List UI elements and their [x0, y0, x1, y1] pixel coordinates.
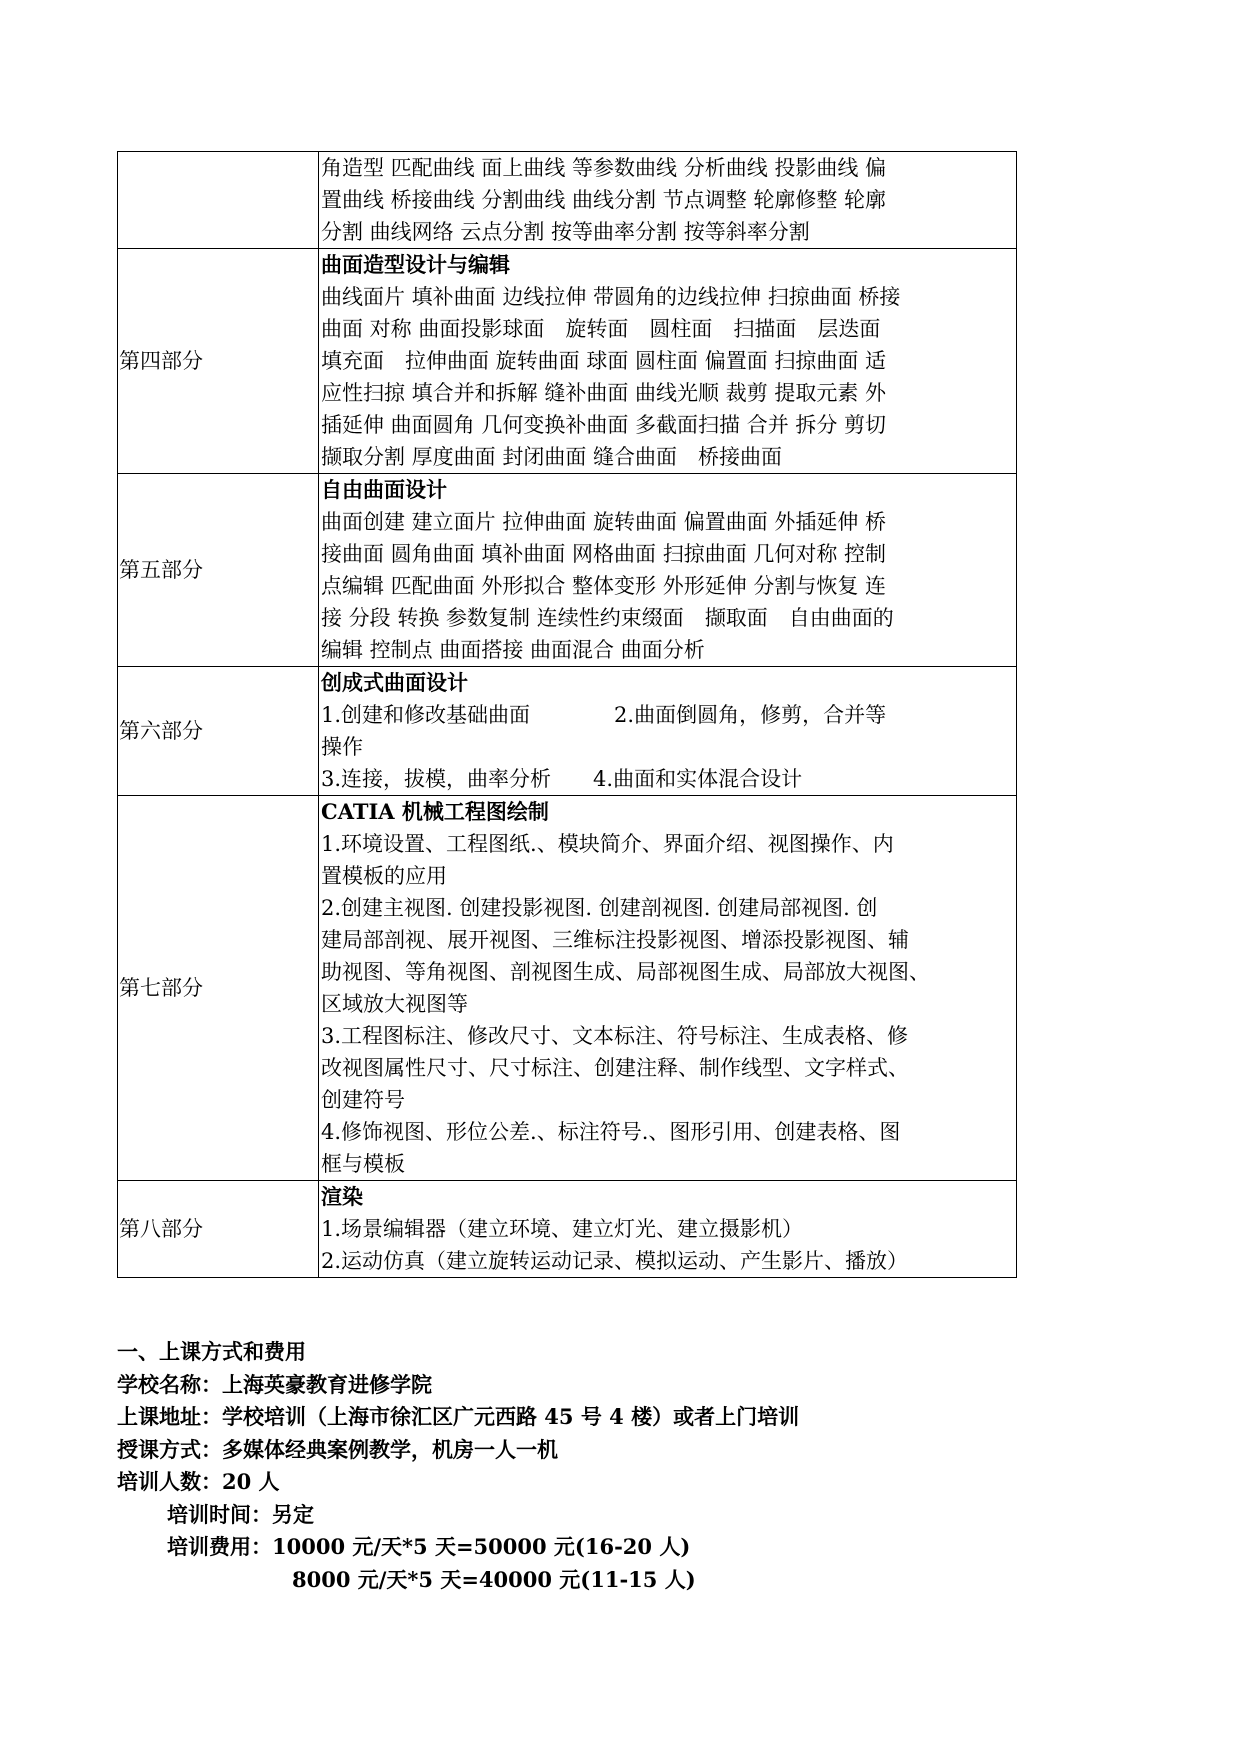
table-row [118, 1181, 1017, 1278]
content-line: 助视图、等角视图、剖视图生成、局部视图生成、局部放大视图、 [321, 960, 930, 984]
content-line: 应性扫掠 填合并和拆解 缝补曲面 曲线光顺 裁剪 提取元素 外 [321, 381, 887, 405]
content-line: 1.创建和修改基础曲面 2.曲面倒圆角，修剪，合并等 [321, 703, 887, 727]
content-line: 改视图属性尺寸、尺寸标注、创建注释、制作线型、文字样式、 [321, 1056, 909, 1080]
content-line: 1.环境设置、工程图纸.、模块简介、界面介绍、视图操作、内 [321, 832, 894, 856]
content-line: 框与模板 [321, 1152, 405, 1176]
part-content-inner [319, 667, 1017, 795]
table-row [118, 474, 1017, 667]
course-info-section [117, 1336, 799, 1596]
content-line: 4.修饰视图、形位公差.、标注符号.、图形引用、创建表格、图 [321, 1120, 901, 1144]
part-label: 第四部分 [118, 249, 319, 474]
part-heading: 曲面造型设计与编辑 [321, 252, 510, 277]
part-heading: 自由曲面设计 [321, 477, 447, 502]
part-heading: 创成式曲面设计 [321, 670, 468, 695]
part-content-inner [319, 152, 1017, 248]
content-line: 填充面 拉伸曲面 旋转曲面 球面 圆柱面 偏置面 扫掠曲面 适 [321, 349, 887, 373]
content-line: 3.工程图标注、修改尺寸、文本标注、符号标注、生成表格、修 [321, 1024, 909, 1048]
content-line: 3.连接，拔模，曲率分析 4.曲面和实体混合设计 [321, 767, 803, 791]
content-line: 置曲线 桥接曲线 分割曲线 曲线分割 节点调整 轮廓修整 轮廓 [321, 188, 887, 212]
content-line: 创建符号 [321, 1088, 405, 1112]
training-fee-line-1: 培训费用：10000 元/天*5 天=50000 元(16-20 人) [167, 1534, 691, 1559]
content-line: 置模板的应用 [321, 864, 447, 888]
table-row [118, 249, 1017, 474]
section-title: 一、上课方式和费用 [117, 1339, 306, 1364]
table-row [118, 796, 1017, 1181]
part-content [319, 152, 1017, 249]
table-row [118, 152, 1017, 249]
content-line: 曲线面片 填补曲面 边线拉伸 带圆角的边线拉伸 扫掠曲面 桥接 [321, 285, 901, 309]
content-line: 曲面创建 建立面片 拉伸曲面 旋转曲面 偏置曲面 外插延伸 桥 [321, 510, 887, 534]
part-content [319, 667, 1017, 796]
content-line: 接 分段 转换 参数复制 连续性约束缀面 撷取面 自由曲面的 [321, 606, 894, 630]
content-line: 操作 [321, 735, 363, 759]
part-content [319, 796, 1017, 1181]
content-line: 接曲面 圆角曲面 填补曲面 网格曲面 扫掠曲面 几何对称 控制 [321, 542, 887, 566]
part-content-inner [319, 796, 1017, 1180]
part-label: 第七部分 [118, 796, 319, 1181]
part-label: 第五部分 [118, 474, 319, 667]
training-fee-line-2: 8000 元/天*5 天=40000 元(11-15 人) [292, 1566, 696, 1592]
table-row [118, 667, 1017, 796]
content-line: 点编辑 匹配曲面 外形拟合 整体变形 外形延伸 分割与恢复 连 [321, 574, 887, 598]
part-content [319, 474, 1017, 667]
part-content-inner [319, 249, 1017, 473]
part-heading: CATIA 机械工程图绘制 [321, 799, 549, 824]
content-line: 插延伸 曲面圆角 几何变换补曲面 多截面扫描 合并 拆分 剪切 [321, 413, 887, 437]
content-line: 分割 曲线网络 云点分割 按等曲率分割 按等斜率分割 [321, 220, 810, 244]
part-content-inner [319, 474, 1017, 666]
part-content-inner [319, 1181, 1017, 1277]
teaching-method: 授课方式：多媒体经典案例教学，机房一人一机 [117, 1436, 558, 1462]
content-line: 撷取分割 厚度曲面 封闭曲面 缝合曲面 桥接曲面 [321, 445, 783, 469]
training-time: 培训时间：另定 [167, 1501, 314, 1527]
content-line: 角造型 匹配曲线 面上曲线 等参数曲线 分析曲线 投影曲线 偏 [321, 156, 887, 180]
content-line: 建局部剖视、展开视图、三维标注投影视图、增添投影视图、辅 [321, 928, 909, 952]
syllabus-table-body [118, 152, 1017, 1278]
content-line: 曲面 对称 曲面投影球面 旋转面 圆柱面 扫描面 层迭面 [321, 317, 881, 341]
syllabus-table [117, 151, 1017, 1278]
trainee-count: 培训人数：20 人 [117, 1469, 280, 1494]
school-name: 学校名称：上海英豪教育进修学院 [117, 1371, 432, 1397]
part-label: 第六部分 [118, 667, 319, 796]
content-line: 1.场景编辑器（建立环境、建立灯光、建立摄影机） [321, 1217, 804, 1241]
content-line: 编辑 控制点 曲面搭接 曲面混合 曲面分析 [321, 638, 705, 662]
content-line: 2.运动仿真（建立旋转运动记录、模拟运动、产生影片、播放） [321, 1249, 909, 1273]
content-line: 2.创建主视图. 创建投影视图. 创建剖视图. 创建局部视图. 创 [321, 896, 878, 920]
content-line: 区域放大视图等 [321, 992, 468, 1016]
part-heading: 渲染 [321, 1184, 363, 1209]
part-label [118, 152, 319, 249]
part-content [319, 249, 1017, 474]
part-label: 第八部分 [118, 1181, 319, 1278]
part-content [319, 1181, 1017, 1278]
class-address: 上课地址：学校培训（上海市徐汇区广元西路 45 号 4 楼）或者上门培训 [117, 1404, 800, 1429]
